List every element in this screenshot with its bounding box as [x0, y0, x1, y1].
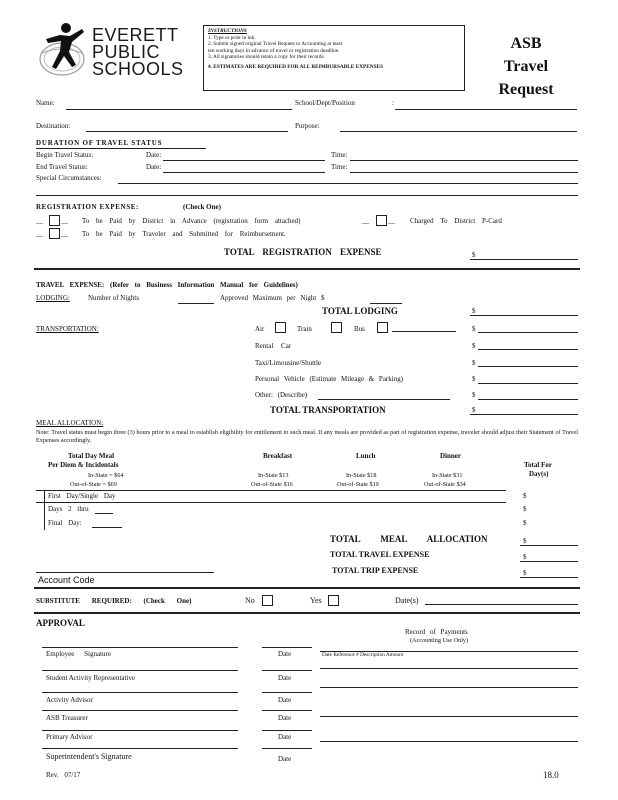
- taxi-amount-field[interactable]: [478, 366, 578, 367]
- total-meal-field[interactable]: [520, 545, 578, 546]
- personal-amount-field[interactable]: [478, 383, 578, 384]
- treasurer-date-line[interactable]: [262, 710, 312, 711]
- title-line: Request: [498, 81, 554, 98]
- duration-heading: DURATION OF TRAVEL STATUS: [36, 139, 163, 147]
- yes-label: Yes: [310, 596, 322, 605]
- total-lodging-label: TOTAL LODGING: [322, 306, 398, 316]
- employee-date-line[interactable]: [262, 647, 312, 648]
- activity-date-line[interactable]: [262, 692, 312, 693]
- begin-label: Begin Travel Status:: [36, 151, 94, 159]
- instruction-item: 4. ESTIMATES ARE REQUIRED FOR ALL REIMBURSABLE EXPENSES: [208, 63, 384, 70]
- name-label: Name:: [36, 99, 55, 107]
- dollar-sign: $: [472, 406, 476, 414]
- purpose-field[interactable]: [340, 131, 577, 132]
- purpose-label: Purpose:: [295, 122, 320, 130]
- air-amount-field[interactable]: [478, 332, 578, 333]
- other-describe-field[interactable]: [318, 399, 450, 400]
- destination-label: Destination:: [36, 122, 71, 130]
- activity-advisor-label: Activity Advisor: [46, 696, 93, 704]
- title-line: ASB: [510, 35, 542, 52]
- revision: Rev. 07/17: [46, 771, 81, 779]
- time-label: Time:: [331, 151, 348, 159]
- primary-date-line[interactable]: [262, 730, 312, 731]
- other-amount-field[interactable]: [478, 399, 578, 400]
- date-label: Date: [278, 674, 292, 682]
- duration-underline: [36, 148, 206, 149]
- registration-opt3: To be Paid by Traveler and Submitted for Reimbursement.: [82, 230, 286, 238]
- end-date-field[interactable]: [163, 172, 325, 173]
- date-label: Date:: [146, 163, 162, 171]
- air-train-bus-field[interactable]: [392, 331, 456, 332]
- total-transportation-field[interactable]: [470, 414, 578, 415]
- primary-advisor-label: Primary Advisor: [46, 733, 93, 741]
- dollar-sign: $: [523, 553, 527, 561]
- dollar-sign: $: [523, 492, 527, 500]
- student-signature-line[interactable]: [42, 670, 238, 671]
- date-label: Date: [278, 714, 292, 722]
- dollar-sign: $: [472, 251, 476, 259]
- section-divider: [34, 268, 580, 270]
- special-label: Special Circumstances:: [36, 174, 102, 182]
- activity-signature-line[interactable]: [42, 692, 238, 693]
- checkbox-substitute-no[interactable]: [262, 595, 273, 606]
- instruction-item: 2. Submit signed original Travel Request to Accounting at least: [208, 41, 343, 48]
- train-label: Train: [297, 325, 312, 333]
- begin-date-field[interactable]: [163, 160, 325, 161]
- col-total-day: Total Day Meal: [68, 452, 115, 460]
- taxi-label: Taxi/Limousine/Shuttle: [255, 359, 322, 367]
- col-out-state: Out-of-State = $69: [70, 481, 117, 488]
- registration-heading: REGISTRATION EXPENSE:: [36, 203, 139, 211]
- date-label: Date: [278, 696, 292, 704]
- super-signature-line[interactable]: [42, 748, 238, 749]
- row-days-2: Days 2 thru: [48, 505, 89, 513]
- lunch-out: Out-of-State $19: [337, 481, 379, 488]
- section-divider: [34, 587, 580, 589]
- student-date-line[interactable]: [262, 670, 312, 671]
- rental-label: Rental Car: [255, 342, 292, 350]
- blank: __: [362, 217, 369, 225]
- meal-table-left-border: [44, 490, 45, 530]
- instructions-box: [203, 25, 465, 91]
- logo-line-2: PUBLIC: [92, 42, 161, 62]
- registration-check: (Check One): [183, 203, 221, 211]
- approved-label: Approved Maximum per Night $: [220, 294, 325, 302]
- checkbox-pcard[interactable]: [376, 215, 387, 226]
- approved-field[interactable]: [370, 303, 402, 304]
- logo-line-3: SCHOOLS: [92, 59, 184, 79]
- runner-logo-icon: [36, 19, 94, 81]
- destination-field[interactable]: [86, 131, 288, 132]
- time-label: Time:: [331, 163, 348, 171]
- blank: __: [61, 217, 68, 225]
- total-lodging-field[interactable]: [470, 315, 578, 316]
- school-field[interactable]: [395, 109, 577, 110]
- dollar-sign: $: [472, 325, 476, 333]
- date-label: Date: [278, 755, 292, 763]
- meal-note: Note: Travel status must begin three (3) hours prior to a meal to establish eligibility for entitlement to such meal. If any meals are provided as part of registration expense, traveler should adjust their Statement of Travel Expenses accordingly.: [36, 429, 578, 444]
- row-first-day-line: [36, 502, 506, 503]
- breakfast-out: Out-of-State $16: [251, 481, 293, 488]
- substitute-dates-field[interactable]: [425, 604, 578, 605]
- account-code-field[interactable]: [36, 572, 214, 573]
- other-label: Other: (Describe): [255, 391, 308, 399]
- checkbox-bus[interactable]: [377, 322, 388, 333]
- name-field[interactable]: [66, 109, 292, 110]
- meal-table-header-line: [36, 490, 506, 491]
- total-registration-field[interactable]: [470, 259, 578, 260]
- blank: __: [36, 230, 43, 238]
- dinner-in: In-State $31: [432, 472, 463, 479]
- air-label: Air: [255, 325, 265, 333]
- blank: __: [388, 217, 395, 225]
- record-line: [320, 741, 578, 742]
- checkbox-district-advance[interactable]: [49, 215, 60, 226]
- dates-label: Date(s): [395, 596, 419, 605]
- dollar-sign: $: [472, 307, 476, 315]
- total-travel-label: TOTAL TRAVEL EXPENSE: [330, 550, 430, 559]
- col-per-diem: Per Diem & Incidentals: [48, 461, 119, 469]
- date-label: Date: [278, 650, 292, 658]
- logo-line-1: EVERETT: [92, 25, 179, 45]
- dollar-sign: $: [523, 537, 527, 545]
- total-transportation-label: TOTAL TRANSPORTATION: [270, 405, 386, 415]
- checkbox-air[interactable]: [275, 322, 286, 333]
- record-columns: Date Reference # Description Amount: [322, 652, 404, 658]
- checkbox-substitute-yes[interactable]: [328, 595, 339, 606]
- final-day-field[interactable]: [92, 527, 122, 528]
- page-number: 18.0: [543, 770, 559, 780]
- dinner-out: Out-of-State $34: [424, 481, 466, 488]
- breakfast-in: In-State $13: [258, 472, 289, 479]
- days-thru-field[interactable]: [95, 513, 113, 514]
- dollar-sign: $: [472, 359, 476, 367]
- colon: :: [392, 99, 394, 107]
- col-in-state: In-State = $64: [88, 472, 124, 479]
- total-travel-field[interactable]: [520, 561, 578, 562]
- approval-heading: APPROVAL: [36, 618, 85, 628]
- nights-label: Number of Nights: [88, 294, 139, 302]
- special-field[interactable]: [118, 183, 578, 184]
- student-rep-label: Student Activity Representative: [46, 674, 136, 682]
- superintendent-label: Superintendent's Signature: [46, 752, 132, 761]
- meal-heading: MEAL ALLOCATION:: [36, 419, 104, 427]
- form-title: [478, 32, 574, 101]
- section-divider: [34, 612, 580, 614]
- rental-amount-field[interactable]: [478, 349, 578, 350]
- travel-heading: TRAVEL EXPENSE: (Refer to Business Information Manual for Guidelines): [36, 281, 298, 289]
- lodging-label: LODGING:: [36, 294, 70, 302]
- instruction-item: ten working days in advance of travel or registration deadline.: [208, 47, 340, 54]
- instruction-item: 1. Type or print in ink.: [208, 34, 256, 41]
- instructions-heading: INSTRUCTIONS: [208, 28, 247, 34]
- dollar-sign: $: [523, 569, 527, 577]
- record-payments: Record of Payments: [405, 628, 468, 636]
- dollar-sign: $: [523, 505, 527, 513]
- registration-opt2: Charged To District P-Card: [410, 217, 502, 225]
- employee-signature-label: Employee Signature: [46, 650, 111, 658]
- instruction-item: 3. All signatories should retain a copy for their records.: [208, 54, 325, 61]
- treasurer-label: ASB Treasurer: [46, 714, 88, 722]
- checkbox-train[interactable]: [331, 322, 342, 333]
- date-label: Date: [278, 733, 292, 741]
- col-total-for: Total For: [524, 461, 552, 469]
- registration-opt1: To be Paid by District in Advance (registration form attached): [82, 217, 301, 225]
- super-date-line[interactable]: [262, 748, 312, 749]
- col-days: Day(s): [529, 470, 549, 478]
- begin-time-field[interactable]: [350, 160, 578, 161]
- account-code-label: Account Code: [38, 575, 95, 585]
- employee-signature-line[interactable]: [42, 647, 238, 648]
- transportation-label: TRANSPORTATION:: [36, 325, 99, 333]
- blank: __: [36, 217, 43, 225]
- row-final-day: Final Day:: [48, 519, 82, 527]
- checkbox-traveler-reimburse[interactable]: [49, 228, 60, 239]
- record-line: [320, 716, 578, 717]
- lunch-in: In-State $18: [346, 472, 377, 479]
- no-label: No: [245, 596, 255, 605]
- dollar-sign: $: [472, 342, 476, 350]
- bus-label: Bus: [354, 325, 365, 333]
- total-meal-label: TOTAL MEAL ALLOCATION: [330, 534, 488, 544]
- dollar-sign: $: [472, 375, 476, 383]
- col-lunch: Lunch: [356, 452, 376, 460]
- total-trip-label: TOTAL TRIP EXPENSE: [332, 566, 419, 575]
- logo: [36, 19, 184, 85]
- primary-signature-line[interactable]: [42, 730, 238, 731]
- row-first-day: First Day/Single Day: [48, 492, 116, 500]
- record-line: [320, 687, 578, 688]
- col-dinner: Dinner: [440, 452, 461, 460]
- end-label: End Travel Status:: [36, 163, 88, 171]
- personal-label: Personal Vehicle (Estimate Mileage & Parking): [255, 375, 404, 383]
- dollar-sign: $: [472, 391, 476, 399]
- blank: __: [61, 230, 68, 238]
- total-registration-label: TOTAL REGISTRATION EXPENSE: [224, 247, 382, 257]
- dollar-sign: $: [523, 519, 527, 527]
- title-line: Travel: [503, 58, 549, 75]
- record-line: [320, 668, 578, 669]
- nights-field[interactable]: [178, 303, 214, 304]
- record-accounting-use: (Accounting Use Only): [410, 637, 469, 644]
- treasurer-signature-line[interactable]: [42, 710, 238, 711]
- school-label: School/Dept/Position: [295, 99, 355, 107]
- date-label: Date:: [146, 151, 162, 159]
- total-trip-field[interactable]: [520, 577, 578, 578]
- special-field-2[interactable]: [36, 195, 578, 196]
- col-breakfast: Breakfast: [263, 452, 293, 460]
- substitute-label: SUBSTITUTE REQUIRED: (Check One): [36, 597, 192, 605]
- end-time-field[interactable]: [350, 172, 578, 173]
